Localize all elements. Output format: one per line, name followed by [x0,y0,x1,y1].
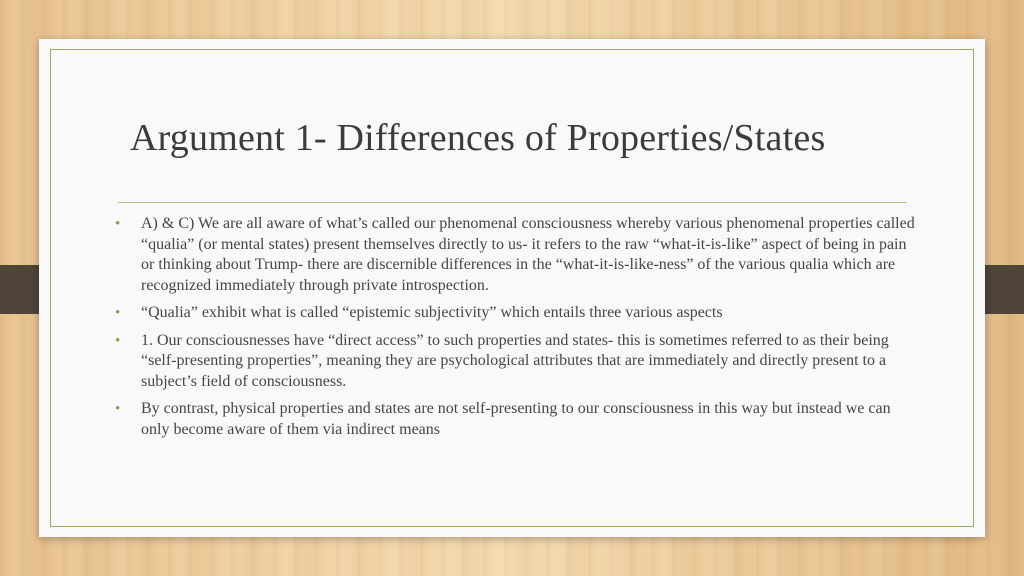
slide [39,39,985,537]
title-divider [118,202,907,203]
bullet-text-2: “Qualia” exhibit what is called “epistemic subjectivity” which entails three various aspects [141,304,723,321]
bullet-item-1 [111,214,921,296]
bullet-text-1: A) & C) We are all aware of what’s called our phenomenal consciousness whereby various phenomenal properties called “qualia” (or mental states) present themselves directly to us- it refers to the raw “what-it-is-like” aspect of being in pain or thinking about Trump- there are discernible differences in the “what-it-is-like-ness” of the various qualia which are recognized immediately through private introspection. [141,215,915,294]
bullet-item-4 [111,399,921,440]
bullet-icon: • [115,401,121,417]
slide-title: Argument 1- Differences of Properties/States [130,117,826,159]
bullet-item-2 [111,303,921,324]
bullet-icon: • [115,216,121,232]
bullet-icon: • [115,305,121,321]
bullet-text-4: By contrast, physical properties and states are not self-presenting to our consciousness in this way but instead we can only become aware of them via indirect means [141,400,891,438]
bullet-text-3: 1. Our consciousnesses have “direct access” to such properties and states- this is sometimes referred to as their being “self-presenting properties”, meaning they are psychological attributes that are immediately and directly present to a subject’s field of consciousness. [141,331,889,390]
bullet-item-3 [111,331,921,393]
bullet-icon: • [115,332,121,349]
bullet-list [111,214,921,447]
